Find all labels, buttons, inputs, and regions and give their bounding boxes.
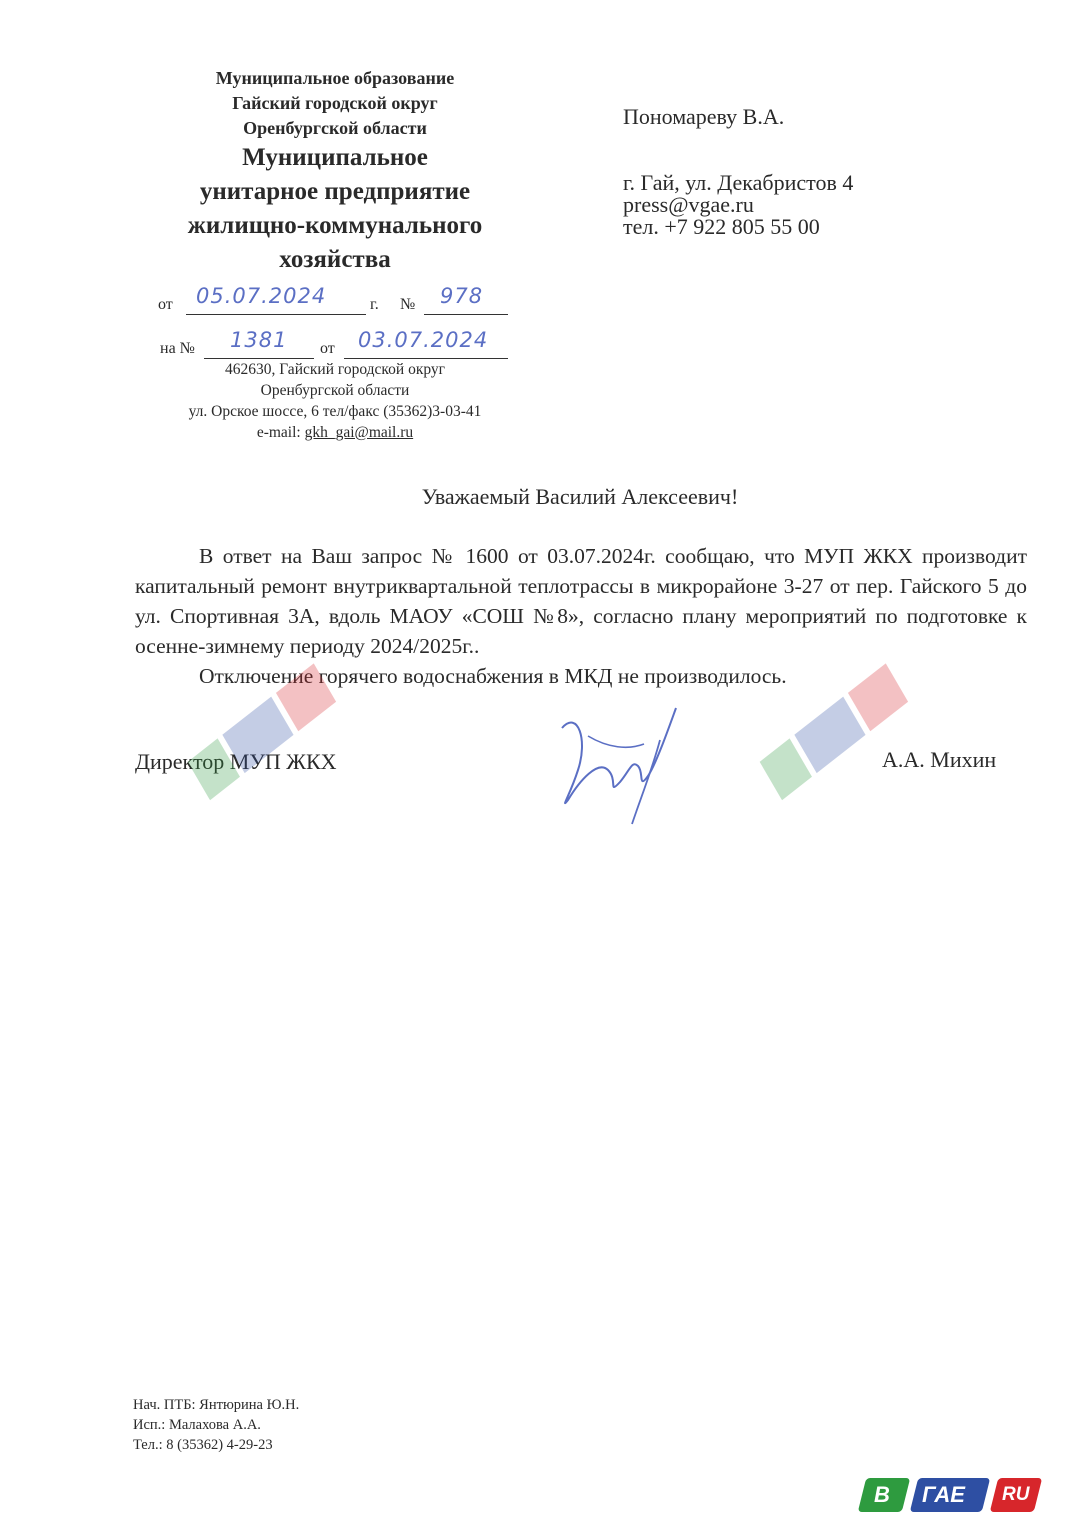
- letterhead-organization: Муниципальное унитарное предприятие жилищно-коммунального хозяйства: [187, 144, 483, 273]
- salutation: Уважаемый Василий Алексеевич!: [421, 484, 739, 509]
- ref-from-label: от: [320, 340, 335, 357]
- recipient-phone: тел. +7 922 805 55 00: [623, 214, 820, 239]
- outgoing-number: 978: [440, 284, 484, 308]
- email-label: e-mail:: [256, 424, 301, 441]
- body-paragraph-2: Отключение горячего водоснабжения в МКД не производилось.: [199, 664, 787, 688]
- footer-line-2: Исп.: Малахова А.А.: [133, 1417, 261, 1433]
- vgae-logo: В ГАЕ RU: [862, 1478, 1040, 1514]
- outgoing-number-row: [158, 284, 518, 318]
- from-label: от: [158, 296, 173, 313]
- letterhead-address: 462630, Гайский городской округ Оренбургской области ул. Орское шоссе, 6 тел/факс (35362)3-03-41 e-mail: gkh_gai@mail.ru: [188, 361, 482, 441]
- signature-position: Директор МУП ЖКХ: [135, 749, 337, 774]
- letterhead-municipality: Муниципальное образование Гайский городской округ Оренбургской области: [215, 68, 455, 138]
- letterhead-email[interactable]: gkh_gai@mail.ru: [304, 424, 414, 441]
- reference-row: [160, 330, 520, 360]
- signature-name: А.А. Михин: [882, 747, 997, 772]
- recipient-name: Пономареву В.А.: [623, 104, 785, 129]
- ref-label: на №: [160, 340, 195, 357]
- ref-number: 1381: [230, 328, 288, 352]
- recipient-email: press@vgae.ru: [623, 192, 754, 217]
- number-label: №: [400, 296, 416, 313]
- recipient-block: [623, 104, 1043, 238]
- footer-line-3: Тел.: 8 (35362) 4-29-23: [133, 1437, 273, 1453]
- year-suffix: г.: [370, 296, 379, 313]
- executor-info: [133, 1395, 299, 1455]
- recipient-address: г. Гай, ул. Декабристов 4: [623, 170, 854, 195]
- footer-line-1: Нач. ПТБ: Янтюрина Ю.Н.: [133, 1397, 300, 1413]
- handwritten-signature: [548, 700, 688, 830]
- outgoing-date: 05.07.2024: [196, 284, 327, 308]
- ref-date: 03.07.2024: [358, 328, 489, 352]
- body-paragraph-1: В ответ на Ваш запрос № 1600 от 03.07.2024г. сообщаю, что МУП ЖКХ производит капитальный ремонт внутриквартальной теплотрассы в микрорайоне 3-27 от пер. Гайского 5 до ул. Спортивная 3А, вдоль МАОУ «СОШ №8», согласно плану мероприятий по подготовке к осенне-зимнему периоду 2024/2025г..: [135, 544, 1027, 658]
